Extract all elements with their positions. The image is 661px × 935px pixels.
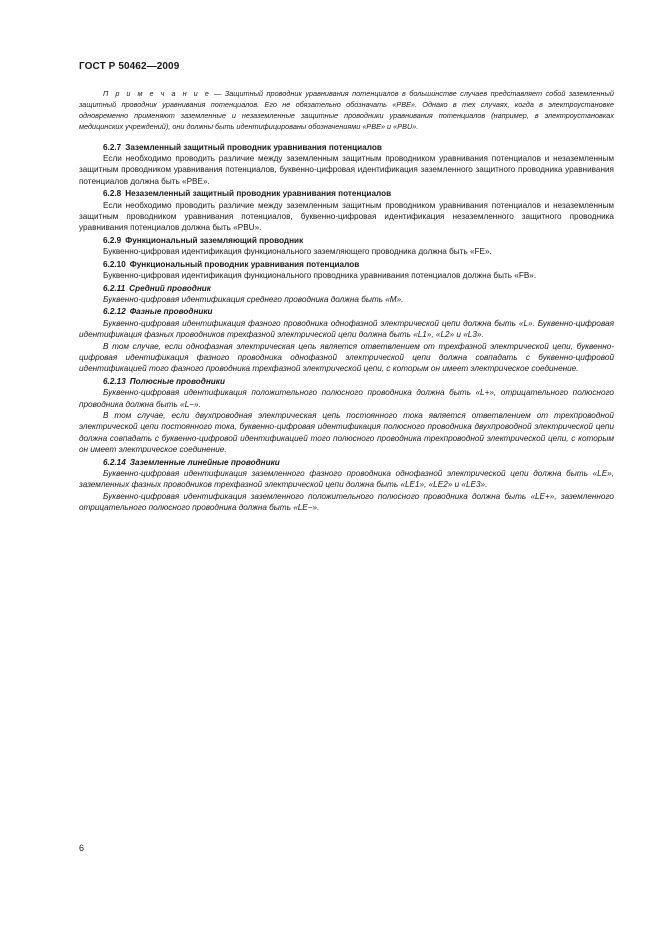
section-title: Заземленный защитный проводник уравнивания потенциалов [125,142,382,152]
section-title: Функциональный заземляющий проводник [125,235,304,245]
section-title: Незаземленный защитный проводник уравнивания потенциалов [125,189,392,199]
section-title: Заземленные линейные проводники [129,457,280,467]
section-number: 6.2.7 [103,142,122,152]
section-title: Средний проводник [129,283,211,293]
section-paragraph: Буквенно-цифровая идентификация заземленного фазного проводника однофазной электрической цепи должна быть «LE», заземленных фазных проводников трехфазной электрической цепи должна быть «LE1», «LE2» и «LE3». [79,469,614,490]
section-paragraph: Буквенно-цифровая идентификация заземленного положительного полюсного проводника должна быть «LE+», заземленного отрицательного полюсного проводника должна быть «LE−». [79,491,614,513]
document-body [79,89,614,514]
section-number: 6.2.12 [103,307,126,317]
section-number: 6.2.9 [103,235,122,245]
document-header: ГОСТ Р 50462—2009 [79,61,180,72]
section-paragraph: Буквенно-цифровая идентификация функционального заземляющего проводника должна быть «FE». [103,247,492,257]
section-heading-6-2-10 [79,259,614,270]
note-text: — Защитный проводник уравнивания потенциалов в большинстве случаев представляет собой заземленный защитный проводник уравнивания потенциалов. Его не обязательно обозначать «PBE». Однако в тех случаях, когда в электроустановке одновременно применяют заземленные и незаземленные защитные проводники уравнивания потенциалов (например, в электроустановках медицинских учреждений), они должны быть идентифицированы обозначениями «PBE» и «PBU». [79,89,614,131]
section-number: 6.2.11 [103,283,126,293]
note-paragraph [79,89,614,133]
section-number: 6.2.14 [103,457,126,467]
section-title: Фазные проводники [129,307,213,317]
section-heading-6-2-7 [79,142,614,153]
section-heading-6-2-13 [79,376,614,387]
section-paragraph: Буквенно-цифровая идентификация фазного проводника однофазной электрической цепи должна быть «L». Буквенно-цифровая идентификация фазных проводников трехфазной электрической цепи должна быть «L1», «L2» и «L3». [79,318,614,340]
section-paragraph: Буквенно-цифровая идентификация функционального проводника уравнивания потенциалов должна быть «FB». [103,271,537,281]
section-paragraph: Буквенно-цифровая идентификация положительного полюсного проводника должна быть «L+», отрицательного полюсного проводника должна быть «L−». [79,388,614,409]
section-paragraph: В том случае, если однофазная электрическая цепь является ответвлением от трехфазной электрической цепи, буквенно-цифровая идентификация фазного проводника однофазной электрической цепи должна совпадать с буквенно-цифровой идентификацией того фазного проводника трехфазной электрической цепи, с которым он имеет электрическое соединение. [79,341,614,374]
section-paragraph: Если необходимо проводить различие между заземленным защитным проводником уравнивания потенциалов и незаземленным защитным проводником уравнивания потенциалов, буквенно-цифровая идентификация заземленного защитного проводника уравнивания потенциалов должна быть «PBE». [79,154,614,186]
section-number: 6.2.8 [103,189,122,199]
section-title: Полюсные проводники [129,376,225,386]
section-heading-6-2-11 [79,283,614,294]
section-title: Функциональный проводник уравнивания потенциалов [129,259,360,269]
section-paragraph: Буквенно-цифровая идентификация среднего проводника должна быть «M». [103,294,404,304]
section-heading-6-2-12 [79,306,614,317]
page-number: 6 [79,843,85,853]
section-heading-6-2-14 [79,457,614,468]
section-heading-6-2-9 [79,235,614,246]
section-heading-6-2-8 [79,188,614,199]
section-number: 6.2.10 [103,259,126,269]
spacer [79,133,614,141]
section-paragraph: Если необходимо проводить различие между заземленным защитным проводником уравнивания потенциалов и незаземленным защитным проводником уравнивания потенциалов, буквенно-цифровая идентификация незаземленного защитного проводника уравнивания потенциалов должна быть «PBU». [79,200,614,233]
section-paragraph: В том случае, если двухпроводная электрическая цепь постоянного тока является ответвлением от трехпроводной электрической цепи постоянного тока, буквенно-цифровая идентификация полюсного проводника двухпроводной электрической цепи должна совпадать с буквенно-цифровой идентификацией того полюсного проводника трехпроводной электрической цепи, с которым он имеет электрическое соединение. [79,410,614,455]
section-number: 6.2.13 [103,376,126,386]
note-label: П р и м е ч а н и е [103,89,211,98]
